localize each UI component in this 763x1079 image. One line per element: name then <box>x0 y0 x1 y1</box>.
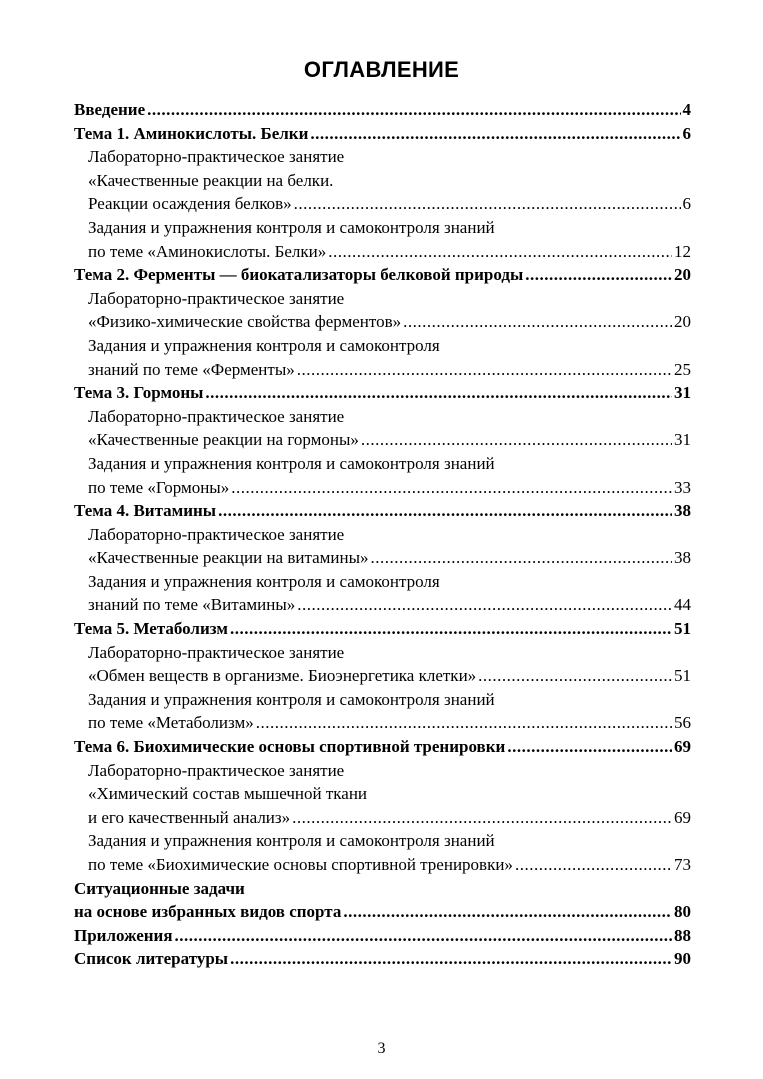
toc-entry-text: Задания и упражнения контроля и самоконтроля знаний <box>88 217 495 237</box>
toc-entry-text: Приложения <box>74 925 173 945</box>
toc-leader-dots <box>231 476 672 500</box>
toc-leader-dots <box>294 192 681 216</box>
toc-entry-text: Лабораторно-практическое занятие <box>88 760 345 780</box>
toc-leader-dots <box>230 617 672 641</box>
page-number: 3 <box>377 1040 386 1057</box>
toc-entry <box>74 310 691 334</box>
toc-entry <box>74 452 691 476</box>
toc-entry <box>74 546 691 570</box>
toc-entry-text: знаний по теме «Ферменты» <box>88 359 295 379</box>
toc-entry-page: 90 <box>674 949 691 969</box>
toc-entry-heading <box>74 98 691 122</box>
toc-entry-text: «Химический состав мышечной ткани <box>88 784 368 804</box>
toc-entry <box>74 358 691 382</box>
toc-leader-dots <box>361 428 672 452</box>
toc-entry-page: 38 <box>674 548 691 568</box>
toc-entry <box>74 428 691 452</box>
toc-entry <box>74 688 691 712</box>
toc-entry-text: Тема 3. Гормоны <box>74 383 204 403</box>
toc-entry-page: 44 <box>674 595 691 615</box>
table-of-contents <box>74 98 691 971</box>
toc-entry-text: Задания и упражнения контроля и самоконтроля знаний <box>88 453 495 473</box>
toc-entry-page: 51 <box>674 619 691 639</box>
toc-entry-text: «Физико-химические свойства ферментов» <box>88 312 402 332</box>
toc-entry-text: «Качественные реакции на гормоны» <box>88 430 359 450</box>
toc-entry-text: Список литературы <box>74 949 229 969</box>
toc-entry-page: 20 <box>674 312 691 332</box>
toc-entry-text: Лабораторно-практическое занятие <box>88 642 345 662</box>
toc-entry-text: Задания и упражнения контроля и самоконтроля <box>88 571 440 591</box>
toc-entry <box>74 664 691 688</box>
toc-entry-text: Ситуационные задачи <box>74 878 245 898</box>
toc-entry-page: 80 <box>674 902 691 922</box>
toc-leader-dots <box>297 593 672 617</box>
toc-entry-page: 25 <box>674 359 691 379</box>
toc-entry-text: «Обмен веществ в организме. Биоэнергетика клетки» <box>88 666 477 686</box>
toc-leader-dots <box>205 381 672 405</box>
toc-entry-heading <box>74 122 691 146</box>
toc-entry-text: Введение <box>74 100 146 119</box>
toc-entry-text: Тема 4. Витамины <box>74 501 217 521</box>
toc-entry-page: 31 <box>674 383 691 403</box>
toc-entry-text: Тема 1. Аминокислоты. Белки <box>74 123 309 143</box>
toc-entry <box>74 192 691 216</box>
toc-leader-dots <box>175 924 672 948</box>
toc-entry <box>74 853 691 877</box>
toc-entry-heading <box>74 617 691 641</box>
toc-leader-dots <box>147 98 680 122</box>
toc-entry-text: на основе избранных видов спорта <box>74 902 342 922</box>
toc-entry <box>74 641 691 665</box>
toc-leader-dots <box>297 358 672 382</box>
toc-entry-text: Лабораторно-практическое занятие <box>88 288 345 308</box>
toc-leader-dots <box>256 711 672 735</box>
toc-entry <box>74 216 691 240</box>
toc-entry <box>74 829 691 853</box>
toc-entry <box>74 759 691 783</box>
toc-entry-text: «Качественные реакции на белки. <box>88 170 334 190</box>
toc-entry-text: «Качественные реакции на витамины» <box>88 548 369 568</box>
toc-entry-page: 6 <box>682 194 691 214</box>
toc-entry-text: по теме «Биохимические основы спортивной тренировки» <box>88 855 513 874</box>
toc-leader-dots <box>507 735 672 759</box>
toc-entry <box>74 711 691 735</box>
toc-entry <box>74 593 691 617</box>
toc-entry-heading <box>74 263 691 287</box>
toc-entry-page: 33 <box>674 477 691 497</box>
toc-entry-text: Задания и упражнения контроля и самоконтроля <box>88 335 440 355</box>
toc-entry <box>74 523 691 547</box>
toc-entry <box>74 782 691 806</box>
toc-entry <box>74 570 691 594</box>
toc-leader-dots <box>343 900 672 924</box>
toc-entry-text: по теме «Гормоны» <box>88 477 230 497</box>
toc-entry <box>74 476 691 500</box>
toc-entry-text: Тема 2. Ферменты — биокатализаторы белковой природы <box>74 265 524 285</box>
toc-entry-text: Реакции осаждения белков» <box>88 194 292 214</box>
toc-entry-text: и его качественный анализ» <box>88 807 291 827</box>
toc-entry-page: 6 <box>682 123 691 143</box>
toc-leader-dots <box>525 263 672 287</box>
toc-leader-dots <box>292 806 672 830</box>
toc-entry-page: 69 <box>674 807 691 827</box>
toc-entry-text: Лабораторно-практическое занятие <box>88 524 345 544</box>
toc-entry-heading <box>74 499 691 523</box>
toc-entry-page: 73 <box>674 855 691 874</box>
toc-entry <box>74 240 691 264</box>
toc-entry-page: 88 <box>674 925 691 945</box>
toc-entry-text: Тема 6. Биохимические основы спортивной тренировки <box>74 737 506 757</box>
toc-leader-dots <box>403 310 672 334</box>
toc-entry-page: 51 <box>674 666 691 686</box>
toc-entry-text: Задания и упражнения контроля и самоконтроля знаний <box>88 831 495 851</box>
toc-entry <box>74 169 691 193</box>
toc-entry-text: по теме «Аминокислоты. Белки» <box>88 241 327 261</box>
toc-entry-page: 56 <box>674 713 691 733</box>
toc-entry-text: Лабораторно-практическое занятие <box>88 147 345 167</box>
toc-leader-dots <box>230 947 672 971</box>
toc-entry-text: Тема 5. Метаболизм <box>74 619 228 639</box>
toc-leader-dots <box>310 122 680 146</box>
toc-entry-heading <box>74 900 691 924</box>
toc-entry-heading <box>74 947 691 971</box>
toc-entry <box>74 806 691 830</box>
toc-entry-text: Лабораторно-практическое занятие <box>88 406 345 426</box>
toc-entry <box>74 334 691 358</box>
toc-entry-page: 38 <box>674 501 691 521</box>
toc-leader-dots <box>218 499 672 523</box>
toc-entry-heading <box>74 381 691 405</box>
toc-entry-page: 31 <box>674 430 691 450</box>
toc-entry <box>74 145 691 169</box>
toc-leader-dots <box>328 240 672 264</box>
toc-entry-text: знаний по теме «Витамины» <box>88 595 296 615</box>
toc-leader-dots <box>478 664 672 688</box>
toc-leader-dots <box>371 546 672 570</box>
toc-entry-page: 69 <box>674 737 691 757</box>
toc-entry-heading <box>74 877 691 901</box>
toc-entry-text: по теме «Метаболизм» <box>88 713 254 733</box>
toc-entry-page: 20 <box>674 265 691 285</box>
toc-entry-page: 12 <box>674 241 691 261</box>
toc-entry-text: Задания и упражнения контроля и самоконтроля знаний <box>88 689 495 709</box>
toc-entry <box>74 287 691 311</box>
page-title: ОГЛАВЛЕНИЕ <box>303 57 460 82</box>
toc-entry <box>74 405 691 429</box>
toc-leader-dots <box>515 853 672 877</box>
toc-entry-heading <box>74 735 691 759</box>
toc-entry-page: 4 <box>682 100 691 119</box>
toc-entry-heading <box>74 924 691 948</box>
